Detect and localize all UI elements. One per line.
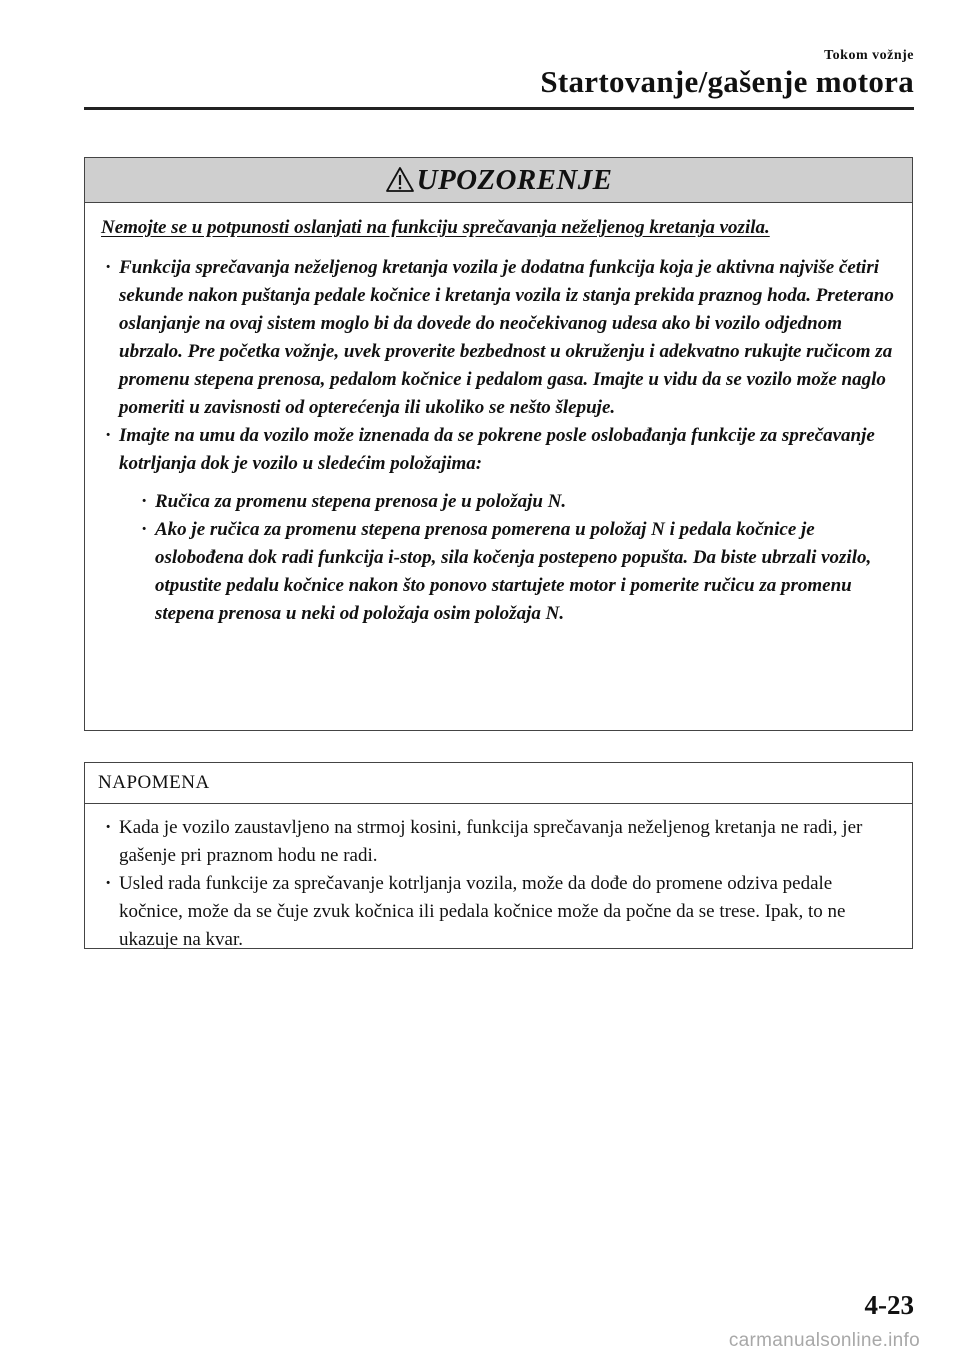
warning-subitem: · Ručica za promenu stepena prenosa je u položaju N. — [137, 488, 896, 516]
page-number: 4-23 — [864, 1290, 914, 1320]
watermark: carmanualsonline.info — [728, 1330, 920, 1351]
note-header: NAPOMENA — [85, 763, 912, 804]
warning-lead: Nemojte se u potpunosti oslanjati na funkciju sprečavanja neželjenog kretanja vozila. — [101, 217, 770, 238]
warning-title: UPOZORENJE — [416, 163, 613, 196]
warning-list — [101, 254, 896, 628]
note-box — [84, 762, 913, 949]
warning-subitem: · Ako je ručica za promenu stepena prenosa pomerena u položaj N i pedala kočnice je oslobođena dok radi funkcija i-stop, sila kočenja postepeno popušta. Da biste ubrzali vozilo, otpustite pedalu kočnice nakon što ponovo startujete motor i pomerite ručicu za promenu stepena prenosa u neki od položaja osim položaja N. — [137, 516, 896, 628]
warning-triangle-icon — [385, 166, 415, 193]
note-item: · Usled rada funkcije za sprečavanje kotrljanja vozila, može da dođe do promene odziva pedale kočnice, može da se čuje zvuk kočnica ili pedala kočnice može da počne da se trese. Ipak, to ne ukazuje na kvar. — [101, 870, 896, 954]
warning-header — [85, 158, 912, 203]
note-body — [85, 804, 912, 954]
note-list — [101, 814, 896, 954]
warning-item: · Funkcija sprečavanja neželjenog kretanja vozila je dodatna funkcija koja je aktivna najviše četiri sekunde nakon puštanja pedale kočnice i kretanja vozila iz stanja prekida praznog hoda. Preterano oslanjanje na ovaj sistem moglo bi da dovede do neočekivanog udesa ako bi vozilo odjednom ubrzalo. Pre početka vožnje, uvek proverite bezbednost u okruženju i adekvatno rukujte ručicom za promenu stepena prenosa, pedalom kočnice i pedalom gasa. Imajte u vidu da se vozilo može naglo pomeriti u zavisnosti od opterećenja ili ukoliko se nešto šlepuje. — [101, 254, 896, 422]
page-title: Startovanje/gašenje motora — [540, 64, 914, 99]
warning-item — [101, 422, 896, 628]
warning-body — [85, 203, 912, 628]
header-rule — [84, 107, 914, 110]
note-item: · Kada je vozilo zaustavljeno na strmoj kosini, funkcija sprečavanja neželjenog kretanja ne radi, jer gašenje pri praznom hodu ne radi. — [101, 814, 896, 870]
warning-box — [84, 157, 913, 731]
warning-sublist — [119, 488, 896, 628]
warning-item-text: Imajte na umu da vozilo može iznenada da se pokrene posle oslobađanja funkcije za sprečavanje kotrljanja dok je vozilo u sledećim položajima: — [119, 425, 875, 474]
section-label: Tokom vožnje — [824, 48, 914, 63]
